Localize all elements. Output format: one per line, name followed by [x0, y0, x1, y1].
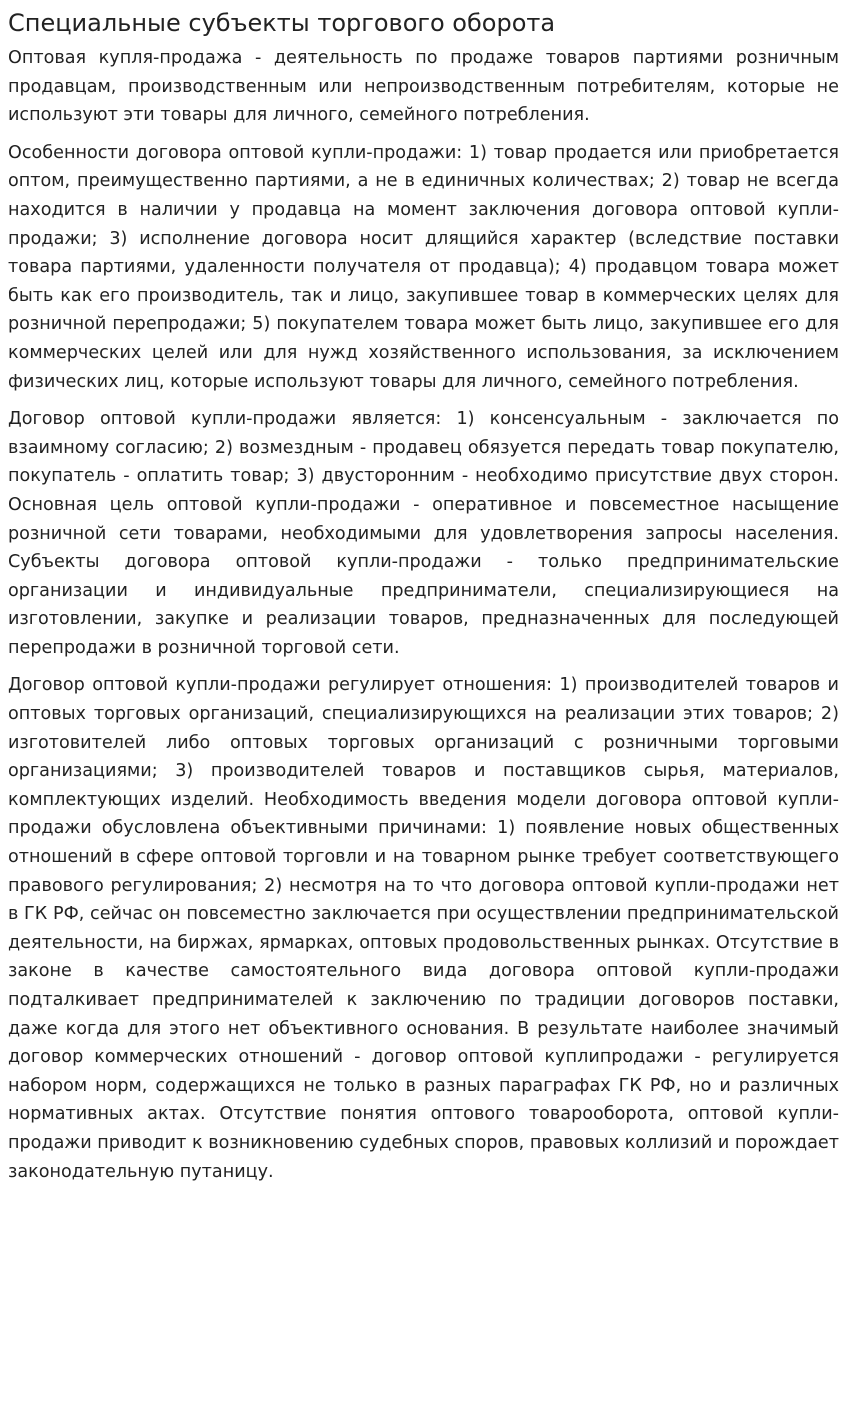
paragraph-contract-nature: Договор оптовой купли-продажи является: 1) консенсуальным - заключается по взаимному согласию; 2) возмездным - продавец обязуется передать товар покупателю, покупатель - оплатить товар; 3) двусторонним - необходимо присутствие двух сторон. Основная цель оптовой купли-продажи - оперативное и повсеместное насыщение розничной сети товарами, необходимыми для удовлетворения запросы населения. Субъекты договора оптовой купли-продажи - только предпринимательские организации и индивидуальные предприниматели, специализирующиеся на изготовлении, закупке и реализации товаров, предназначенных для последующей перепродажи в розничной торговой сети.	[8, 409, 839, 658]
page-title: Специальные субъекты торгового оборота	[8, 9, 556, 37]
paragraph-wholesale-definition: Оптовая купля-продажа - деятельность по продаже товаров партиями розничным продавцам, производственным или непроизводственным потребителям, которые не используют эти товары для личного, семейного потребления.	[8, 48, 839, 126]
paragraph-contract-features: Особенности договора оптовой купли-продажи: 1) товар продается или приобретается оптом, преимущественно партиями, а не в единичных количествах; 2) товар не всегда находится в наличии у продавца на момент заключения договора оптовой купли-продажи; 3) исполнение договора носит длящийся характер (вследствие поставки товара партиями, удаленности получателя от продавца); 4) продавцом товара может быть как его производитель, так и лицо, закупившее товар в коммерческих целях для розничной перепродажи; 5) покупателем товара может быть лицо, закупившее его для коммерческих целей или для нужд хозяйственного использования, за исключением физических лиц, которые используют товары для личного, семейного потребления.	[8, 142, 839, 392]
paragraph-contract-regulation: Договор оптовой купли-продажи регулирует отношения: 1) производителей товаров и оптовых торговых организаций, специализирующихся на реализации этих товаров; 2) изготовителей либо оптовых торговых организаций с розничными торговыми организациями; 3) производителей товаров и поставщиков сырья, материалов, комплектующих изделий. Необходимость введения модели договора оптовой купли-продажи обусловлена объективными причинами: 1) появление новых общественных отношений в сфере оптовой торговли и на товарном рынке требует соответствующего правового регулирования; 2) несмотря на то что договора оптовой купли-продажи нет в ГК РФ, сейчас он повсеместно заключается при осуществлении предпринимательской деятельности, на биржах, ярмарках, оптовых продовольственных рынках. Отсутствие в законе в качестве самостоятельного вида договора оптовой купли-продажи подталкивает предпринимателей к заключению по традиции договоров поставки, даже когда для этого нет объективного основания. В результате наиболее значимый договор коммерческих отношений - договор оптовой куплипродажи - регулируется набором норм, содержащихся не только в разных параграфах ГК РФ, но и различных нормативных актах. Отсутствие понятия оптового товарооборота, оптовой купли-продажи приводит к возникновению судебных споров, правовых коллизий и порождает законодательную путаницу.	[8, 675, 839, 1182]
